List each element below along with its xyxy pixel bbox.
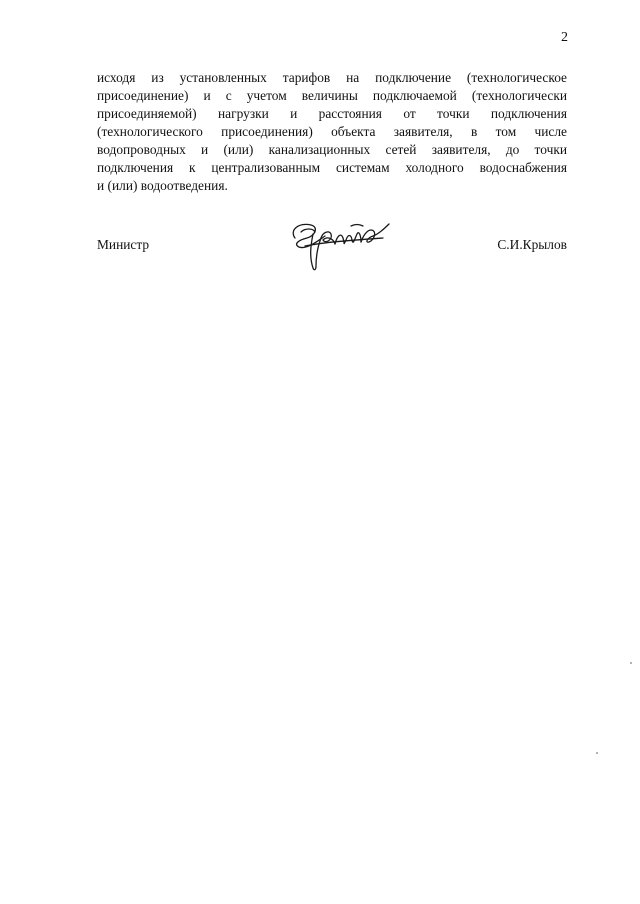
- scan-speck: [630, 662, 632, 664]
- signature-block: [97, 226, 567, 276]
- body-line: присоединяемой) нагрузки и расстояния от точки подключения: [97, 106, 567, 121]
- body-line: присоединение) и с учетом величины подключаемой (технологически: [97, 88, 567, 103]
- body-line: водопроводных и (или) канализационных сетей заявителя, до точки: [97, 142, 567, 157]
- body-line: исходя из установленных тарифов на подключение (технологическое: [97, 70, 567, 85]
- signer-name: С.И.Крылов: [497, 237, 567, 252]
- handwritten-signature-icon: [285, 216, 395, 274]
- signer-title: Министр: [97, 237, 150, 252]
- body-line: (технологического присоединения) объекта заявителя, в том числе: [97, 124, 567, 139]
- body-line: подключения к централизованным системам холодного водоснабжения: [97, 160, 567, 175]
- body-line: и (или) водоотведения.: [97, 178, 228, 193]
- page-number: 2: [561, 30, 568, 45]
- scan-speck: [596, 752, 598, 754]
- body-paragraph: [97, 69, 567, 195]
